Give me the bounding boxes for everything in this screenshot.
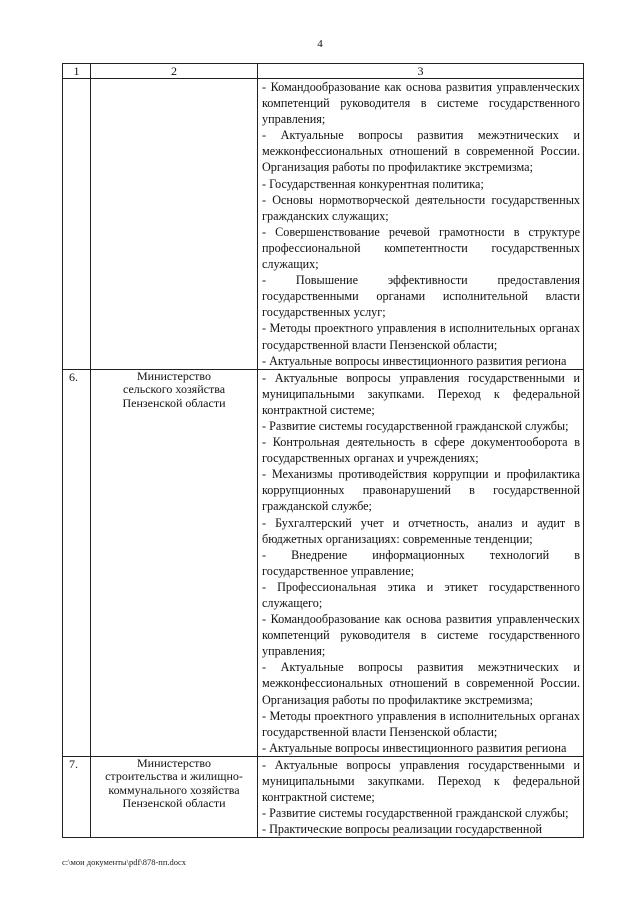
course-item: - Внедрение информационных технологий в государственное управление;	[262, 547, 580, 578]
course-item: - Методы проектного управления в исполнительных органах государственной власти Пензенской области;	[262, 321, 580, 352]
course-item: - Командообразование как основа развития управленческих компетенций руководителя в системе государственного управления;	[262, 612, 580, 659]
table-header-row	[63, 64, 584, 79]
row-number: 6.	[63, 369, 91, 756]
organization-cell	[91, 79, 258, 370]
organization-line: Министерство	[137, 368, 211, 383]
course-item: - Повышение эффективности предоставления государственными органами исполнительной власти государственных услуг;	[262, 273, 580, 320]
organization-line: строительства и жилищно-	[105, 769, 243, 784]
courses-cell	[258, 369, 584, 756]
courses-cell	[258, 79, 584, 370]
file-path-footer: c:\мои документы\pdf\878-пп.docx	[62, 857, 187, 867]
table-row	[63, 79, 584, 370]
page-number: 4	[317, 38, 323, 50]
course-item: - Развитие системы государственной гражданской службы;	[262, 418, 569, 433]
course-item: - Развитие системы государственной гражданской службы;	[262, 806, 569, 821]
organization-cell	[91, 369, 258, 756]
organization-line: Пензенской области	[122, 395, 226, 410]
course-item: - Актуальные вопросы инвестиционного развития региона	[262, 740, 567, 755]
header-col-3: 3	[258, 64, 584, 79]
course-item: - Методы проектного управления в исполнительных органах государственной власти Пензенской области;	[262, 708, 580, 739]
course-item: - Бухгалтерский учет и отчетность, анализ и аудит в бюджетных организациях: современные тенденции;	[262, 515, 580, 546]
course-item: - Совершенствование речевой грамотности в структуре профессиональной компетентности государственных служащих;	[262, 224, 580, 272]
course-item: - Актуальные вопросы управления государственными и муниципальными закупками. Переход к федеральной контрактной системе;	[262, 757, 580, 805]
table-row	[63, 756, 584, 837]
table-row	[63, 369, 584, 756]
organization-line: коммунального хозяйства	[108, 782, 240, 797]
header-col-2: 2	[91, 64, 258, 79]
course-item: - Командообразование как основа развития управленческих компетенций руководителя в системе государственного управления;	[262, 80, 580, 127]
course-item: - Механизмы противодействия коррупции и профилактика коррупционных правонарушений в государственной гражданской службе;	[262, 467, 580, 514]
course-item: - Актуальные вопросы инвестиционного развития региона	[262, 353, 567, 368]
table-body	[63, 79, 584, 838]
course-item: - Контрольная деятельность в сфере документооборота в государственных органах и учреждениях;	[262, 435, 580, 466]
course-item: - Актуальные вопросы развития межэтнических и межконфессиональных отношений в современной России. Организация работы по профилактике экстремизма;	[262, 660, 580, 707]
course-item: - Профессиональная этика и этикет государственного служащего;	[262, 579, 580, 610]
course-item: - Основы нормотворческой деятельности государственных гражданских служащих;	[262, 192, 580, 223]
training-programs-table	[62, 63, 584, 838]
organization-line: Пензенской области	[122, 796, 226, 811]
organization-line: сельского хозяйства	[122, 382, 226, 397]
course-item: - Практические вопросы реализации государственной	[262, 822, 543, 837]
course-item: - Актуальные вопросы развития межэтнических и межконфессиональных отношений в современной России. Организация работы по профилактике экстремизма;	[262, 128, 580, 175]
courses-cell	[258, 756, 584, 837]
organization-cell	[91, 756, 258, 837]
header-col-1: 1	[63, 64, 91, 79]
row-number: 7.	[63, 756, 91, 837]
course-item: - Государственная конкурентная политика;	[262, 176, 484, 191]
course-item: - Актуальные вопросы управления государственными и муниципальными закупками. Переход к федеральной контрактной системе;	[262, 370, 580, 417]
organization-line: Министерство	[137, 755, 211, 770]
row-number	[63, 79, 91, 370]
